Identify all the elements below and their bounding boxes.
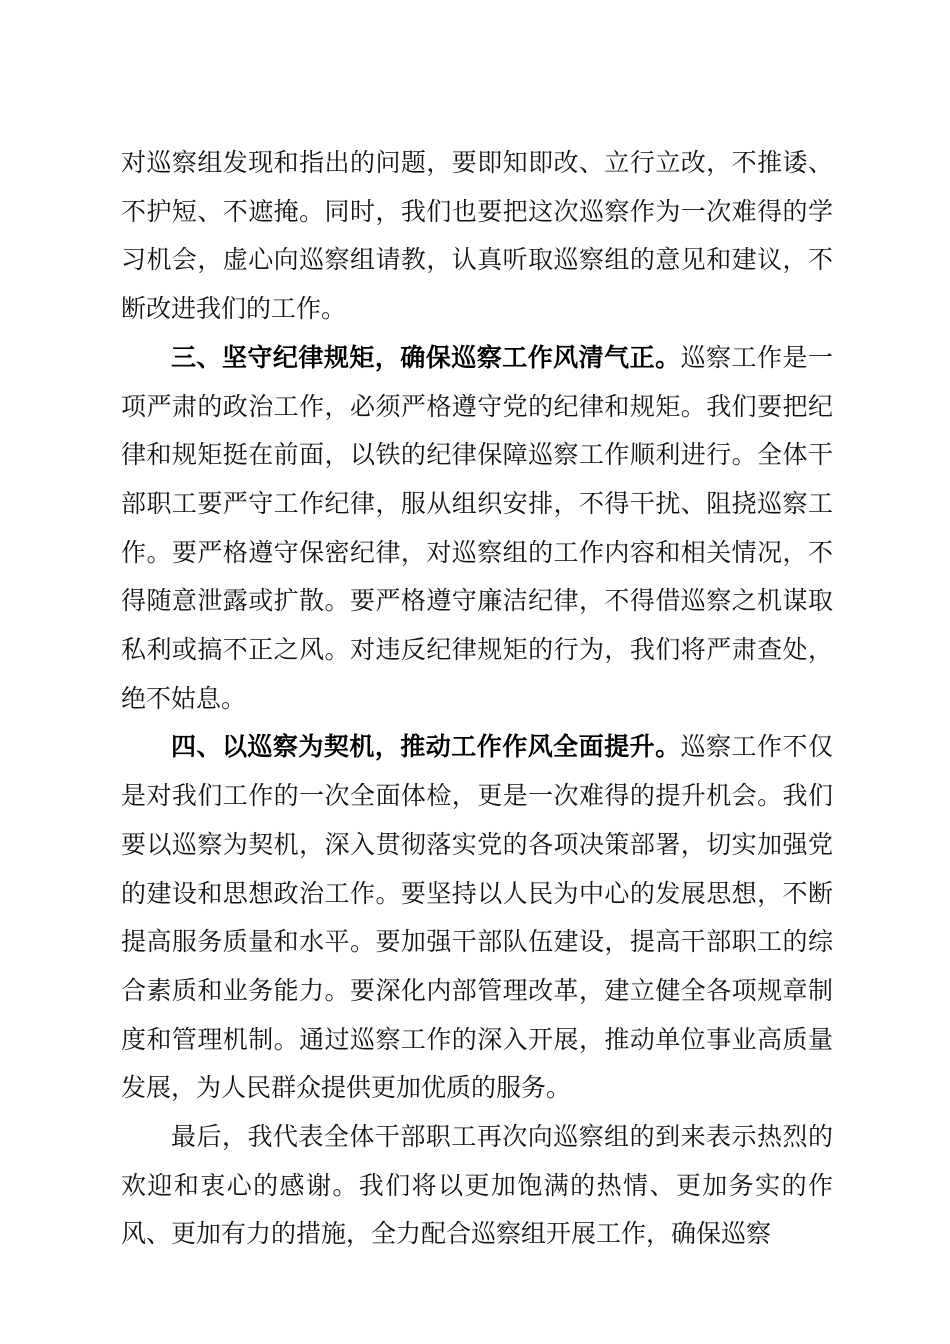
paragraph-text: 巡察工作是一项严肃的政治工作，必须严格遵守党的纪律和规矩。我们要把纪律和规矩挺在前面，以铁的纪律保障巡察工作顺利进行。全体干部职工要严守工作纪律，服从组织安排，不得干扰、阻挠巡察工作。要严格遵守保密纪律，对巡察组的工作内容和相关情况，不得随意泄露或扩散。要严格遵守廉洁纪律，不得借巡察之机谋取私利或搞不正之风。对违反纪律规矩的行为，我们将严肃查处，绝不姑息。 [121, 342, 833, 713]
document-body [121, 139, 833, 1259]
paragraph-section-4 [121, 723, 833, 1113]
paragraph-text: 最后，我代表全体干部职工再次向巡察组的到来表示热烈的欢迎和衷心的感谢。我们将以更加饱满的热情、更加务实的作风、更加有力的措施，全力配合巡察组开展工作，确保巡察 [121, 1122, 833, 1249]
paragraph-text: 巡察工作不仅是对我们工作的一次全面体检，更是一次难得的提升机会。我们要以巡察为契机，深入贯彻落实党的各项决策部署，切实加强党的建设和思想政治工作。要坚持以人民为中心的发展思想，不断提高服务质量和水平。要加强干部队伍建设，提高干部职工的综合素质和业务能力。要深化内部管理改革，建立健全各项规章制度和管理机制。通过巡察工作的深入开展，推动单位事业高质量发展，为人民群众提供更加优质的服务。 [121, 732, 833, 1103]
paragraph-section-3 [121, 334, 833, 724]
section-heading: 三、坚守纪律规矩，确保巡察工作风清气正。 [171, 342, 681, 372]
paragraph-text: 对巡察组发现和指出的问题，要即知即改、立行立改，不推诿、不护短、不遮掩。同时，我们也要把这次巡察作为一次难得的学习机会，虚心向巡察组请教，认真听取巡察组的意见和建议，不断改进我们的工作。 [121, 148, 833, 324]
section-heading: 四、以巡察为契机，推动工作作风全面提升。 [171, 732, 681, 762]
paragraph-continuation [121, 139, 833, 334]
paragraph-closing [121, 1113, 833, 1259]
